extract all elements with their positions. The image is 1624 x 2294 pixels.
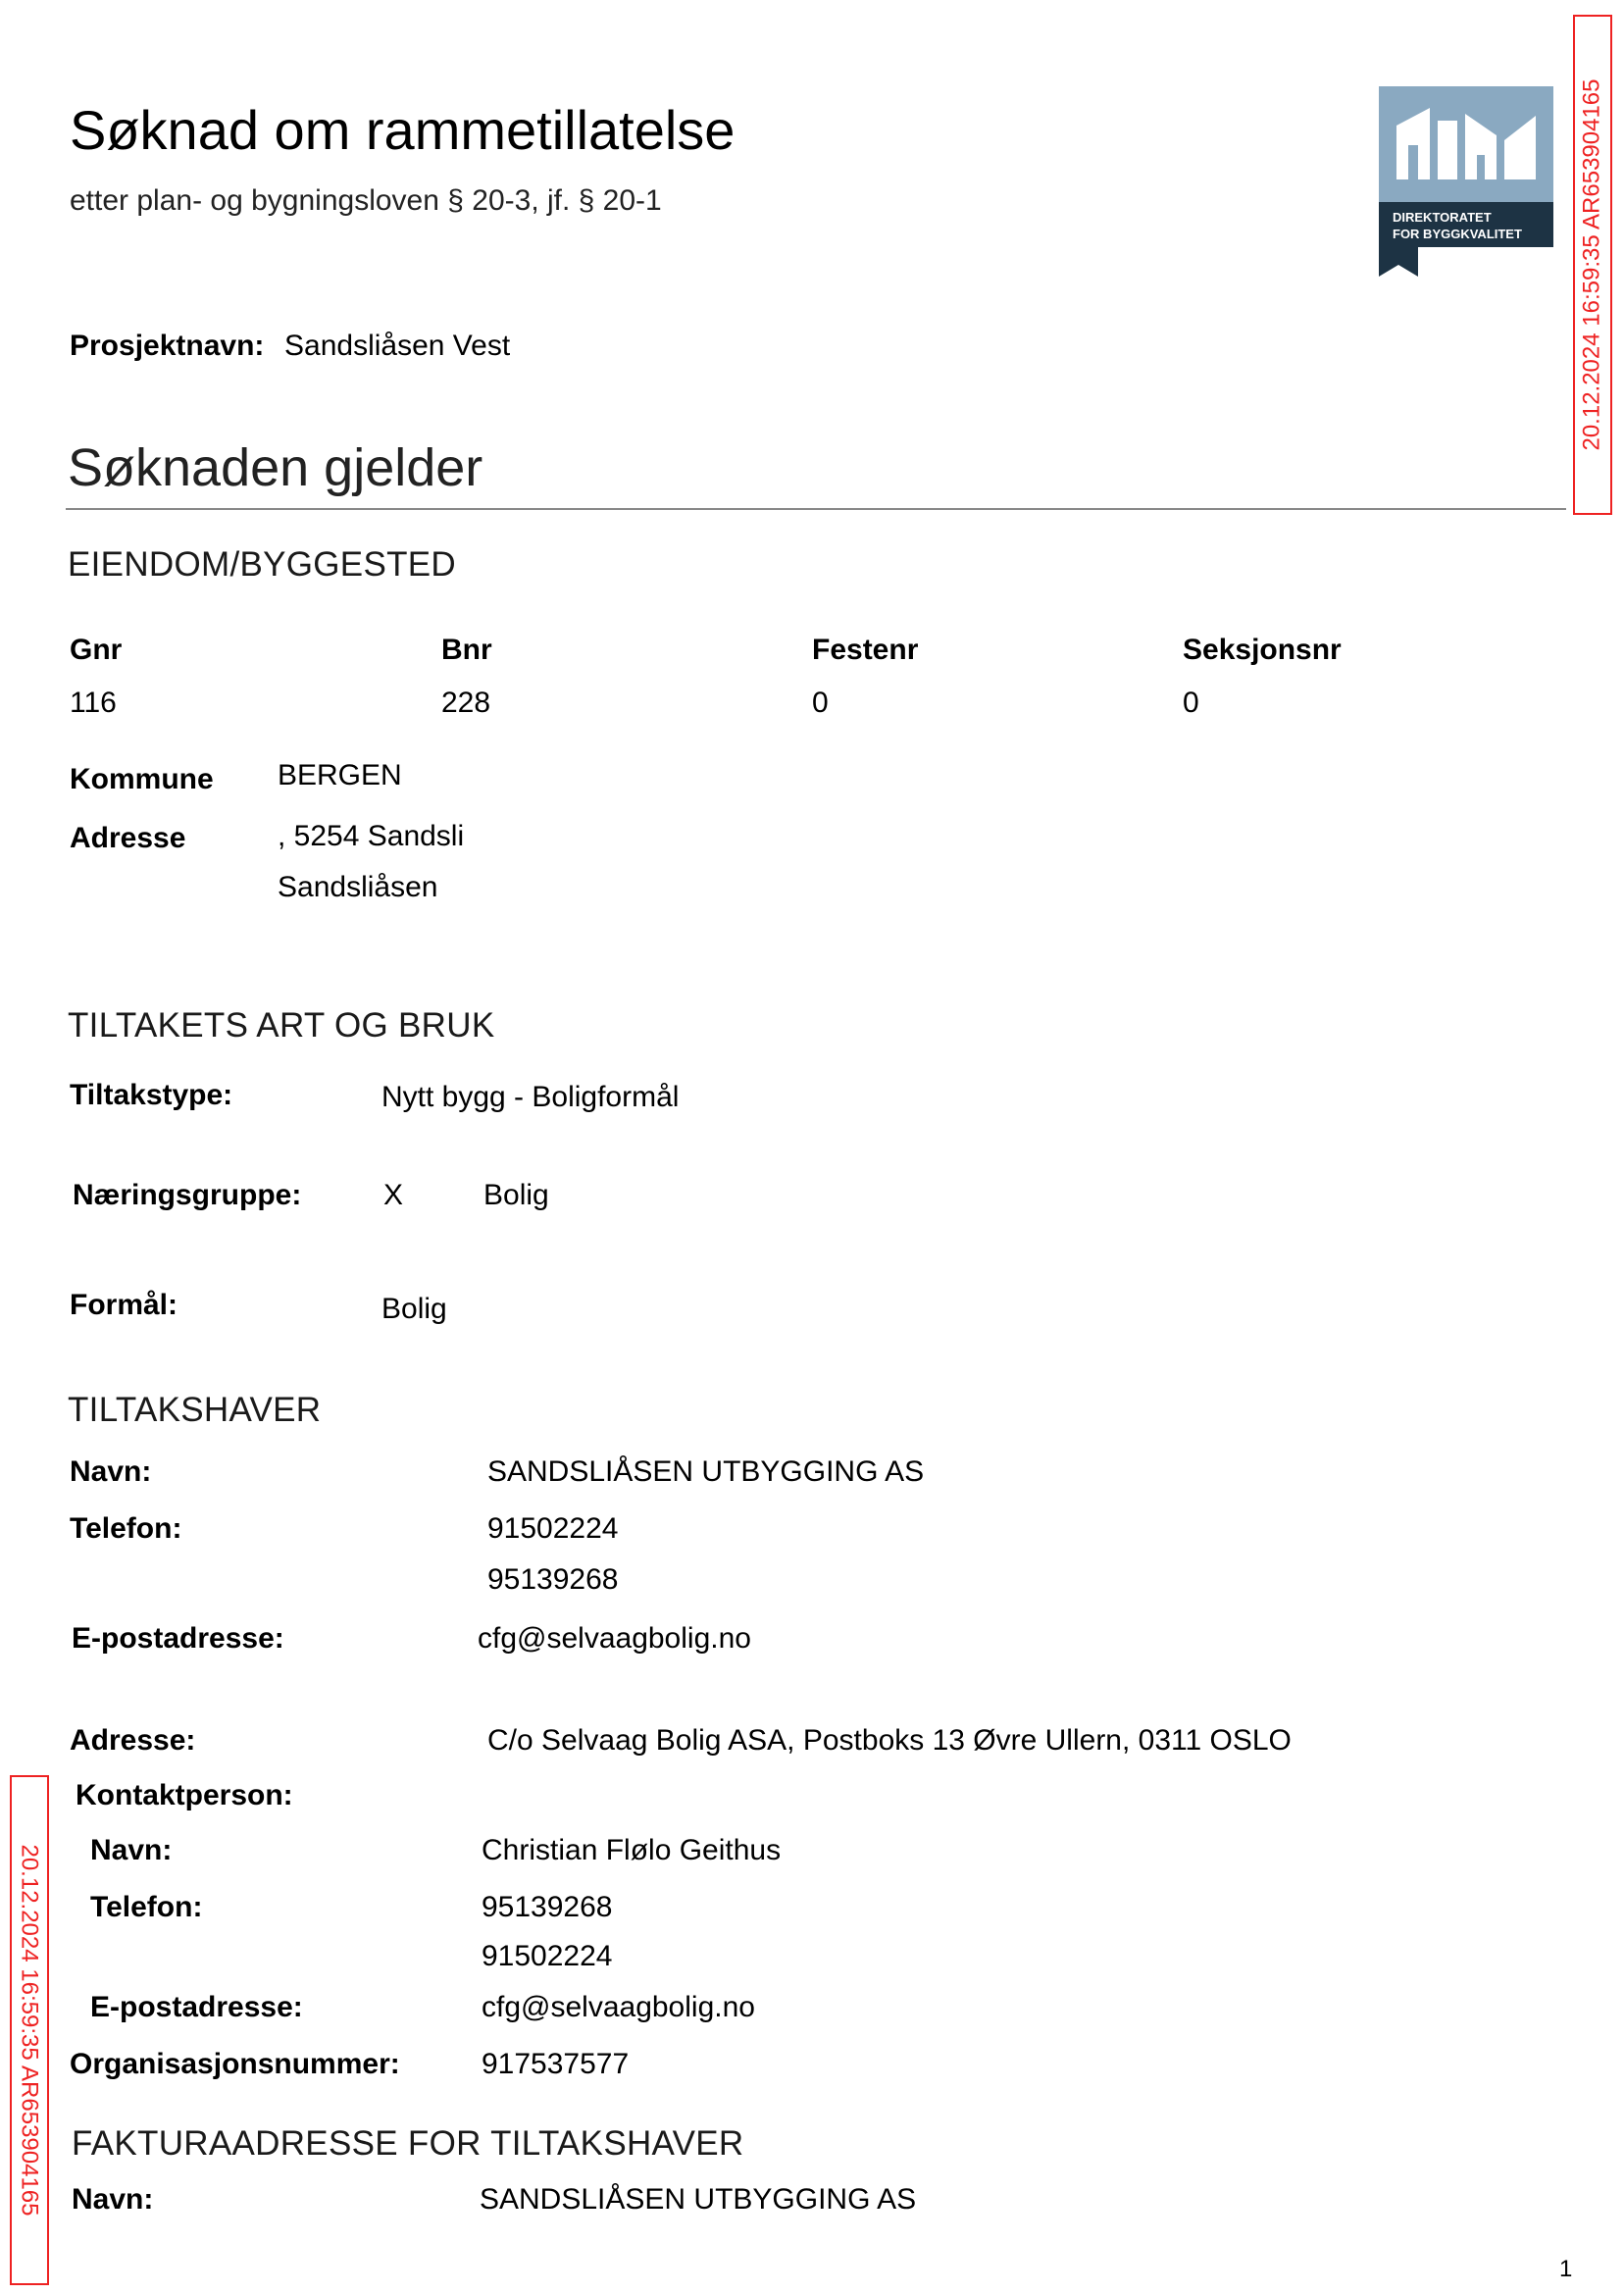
organisasjonsnummer-label: Organisasjonsnummer: (70, 2048, 400, 2080)
tiltakshaver-epost-value: cfg@selvaagbolig.no (478, 1622, 751, 1655)
logo-line1: DIREKTORATET (1393, 210, 1492, 225)
tiltakstype-value: Nytt bygg - Boligformål (381, 1081, 680, 1113)
date-stamp-left (10, 1775, 49, 2285)
bnr-value: 228 (441, 687, 491, 719)
tiltakshaver-heading: TILTAKSHAVER (68, 1391, 322, 1429)
faktura-navn-value: SANDSLIÅSEN UTBYGGING AS (480, 2183, 917, 2216)
tiltakshaver-epost-label: E-postadresse: (72, 1622, 284, 1655)
kontakt-telefon-label: Telefon: (90, 1891, 203, 1923)
kontakt-telefon-1: 95139268 (482, 1891, 613, 1923)
festenr-label: Festenr (812, 634, 919, 666)
kontakt-epost-label: E-postadresse: (90, 1991, 303, 2023)
tiltakshaver-navn-value: SANDSLIÅSEN UTBYGGING AS (487, 1455, 925, 1488)
tiltakshaver-adresse-label: Adresse: (70, 1724, 196, 1757)
tiltakstype-label: Tiltakstype: (70, 1079, 233, 1111)
gnr-label: Gnr (70, 634, 123, 666)
kontaktperson-label: Kontaktperson: (76, 1779, 293, 1811)
kommune-label: Kommune (70, 763, 214, 795)
bnr-label: Bnr (441, 634, 492, 666)
project-name-label: Prosjektnavn: (70, 330, 265, 362)
seksjonsnr-label: Seksjonsnr (1183, 634, 1342, 666)
date-stamp-top (1573, 15, 1612, 515)
tiltak-heading: TILTAKETS ART OG BRUK (68, 1006, 495, 1045)
section-divider (66, 508, 1566, 510)
dibk-logo-icon (1379, 86, 1553, 277)
page-title: Søknad om rammetillatelse (70, 99, 736, 161)
date-stamp-text: 20.12.2024 16:59:35 AR653904165 (17, 1844, 43, 2217)
kontakt-telefon-2: 91502224 (482, 1940, 613, 1972)
tiltakshaver-navn-label: Navn: (70, 1455, 152, 1488)
section-title: Søknaden gjelder (68, 438, 483, 497)
eiendom-heading: EIENDOM/BYGGESTED (68, 545, 456, 584)
adresse-line2: Sandsliåsen (278, 871, 438, 903)
faktura-navn-label: Navn: (72, 2183, 154, 2216)
dibk-logo (1379, 86, 1553, 277)
logo-line2: FOR BYGGKVALITET (1393, 227, 1522, 241)
project-name-value: Sandsliåsen Vest (284, 330, 511, 362)
kommune-value: BERGEN (278, 759, 402, 791)
tiltakshaver-telefon-1: 91502224 (487, 1512, 619, 1545)
kontakt-navn-label: Navn: (90, 1834, 173, 1866)
tiltakshaver-adresse-value: C/o Selvaag Bolig ASA, Postboks 13 Øvre Ullern, 0311 OSLO (487, 1724, 1292, 1757)
naeringsgruppe-value: Bolig (483, 1179, 549, 1211)
naeringsgruppe-label: Næringsgruppe: (73, 1179, 302, 1211)
kontakt-epost-value: cfg@selvaagbolig.no (482, 1991, 755, 2023)
organisasjonsnummer-value: 917537577 (482, 2048, 630, 2080)
page-subtitle: etter plan- og bygningsloven § 20-3, jf. § 20-1 (70, 184, 662, 217)
adresse-label: Adresse (70, 822, 186, 854)
gnr-value: 116 (70, 687, 117, 719)
festenr-value: 0 (812, 687, 829, 719)
formal-label: Formål: (70, 1289, 178, 1321)
naeringsgruppe-code: X (383, 1179, 404, 1211)
date-stamp-text: 20.12.2024 16:59:35 AR653904165 (1579, 78, 1605, 451)
kontakt-navn-value: Christian Flølo Geithus (482, 1834, 782, 1866)
seksjonsnr-value: 0 (1183, 687, 1199, 719)
tiltakshaver-telefon-label: Telefon: (70, 1512, 182, 1545)
tiltakshaver-telefon-2: 95139268 (487, 1563, 619, 1596)
adresse-line1: , 5254 Sandsli (278, 820, 465, 852)
page-number: 1 (1559, 2256, 1573, 2282)
faktura-heading: FAKTURAADRESSE FOR TILTAKSHAVER (72, 2124, 744, 2163)
formal-value: Bolig (381, 1293, 447, 1325)
